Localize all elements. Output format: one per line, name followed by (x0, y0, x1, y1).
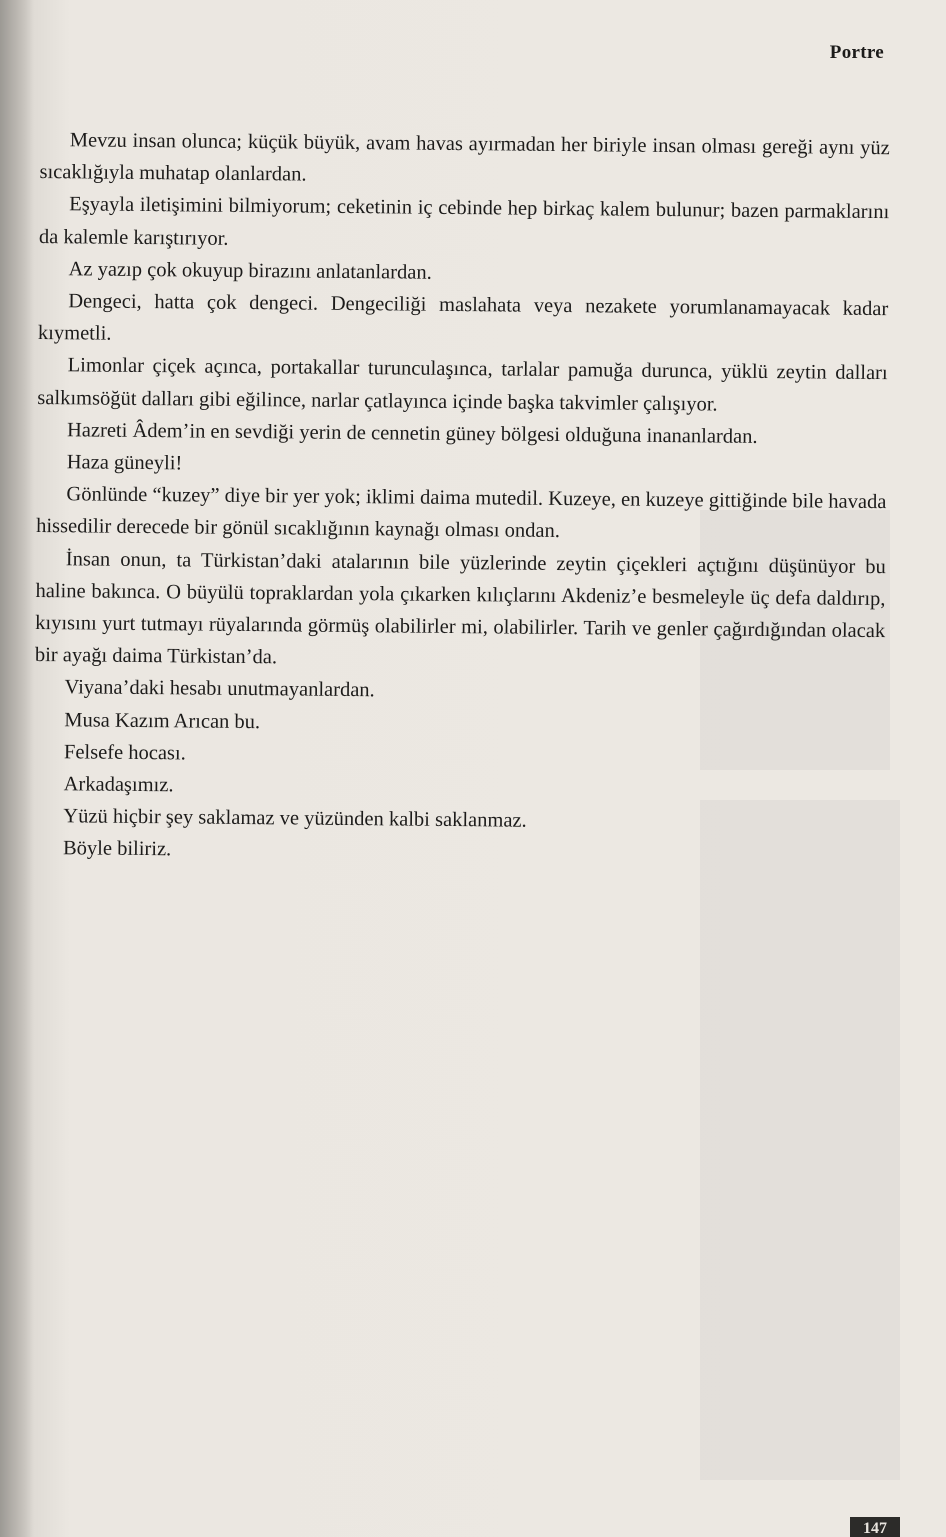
running-head: Portre (829, 42, 884, 63)
page-number: 147 (850, 1517, 900, 1537)
paragraph: Arkadaşımız. (63, 773, 174, 797)
body-text (33, 124, 890, 873)
paragraph: Hazreti Âdem’in en sevdiği yerin de cennetin güney bölgesi olduğuna inananlardan. (66, 419, 758, 448)
paragraph: Dengeci, hatta çok dengeci. Dengeciliği maslahata veya nezakete yorumlanamayacak kadar kıymetli. (37, 290, 889, 345)
paragraph: Felsefe hocası. (63, 741, 186, 765)
paragraph: Viyana’daki hesabı unutmayanlardan. (64, 676, 375, 702)
book-gutter-shadow (0, 0, 34, 1537)
paragraph: Az yazıp çok okuyup birazını anlatanlardan. (68, 258, 432, 284)
paragraph: Limonlar çiçek açınca, portakallar turunculaşınca, tarlalar pamuğa durunca, yüklü zeytin dalları salkımsöğüt dalları gibi eğilince, narlar çatlayınca içinde başka takvimler çalışıyor. (37, 354, 888, 416)
paragraph: Gönlünde “kuzey” diye bir yer yok; iklimi daima mutedil. Kuzeye, en kuzeye gittiğinde bile havada hissedilir derecede bir gönül sıcaklığının kaynağı olması ondan. (36, 483, 887, 543)
paragraph: Yüzü hiçbir şey saklamaz ve yüzünden kalbi saklanmaz. (63, 805, 527, 832)
paragraph: Haza güneyli! (66, 451, 183, 475)
paragraph: İnsan onun, ta Türkistan’daki atalarının bile yüzlerinde zeytin çiçekleri açtığını düşünüyor bu haline bakınca. O büyülü topraklardan yola çıkarken kılıçlarını Akdeniz’e besmeleyle üç defa daldırıp, kıyısını yurt tutmayı rüyalarında görmüş olabilirler mi, olabilirler. Tarih ve genler çağırdığından olacak bir ayağı daima Türkistan’da. (34, 547, 886, 669)
paragraph: Musa Kazım Arıcan bu. (64, 708, 261, 733)
paragraph: Mevzu insan olunca; küçük büyük, avam havas ayırmadan her biriyle insan olması gereği aynı yüz sıcaklığıyla muhatap olanlardan. (39, 129, 890, 186)
paragraph: Böyle biliriz. (62, 837, 172, 861)
show-through-block (700, 800, 900, 1480)
paragraph: Eşyayla iletişimini bilmiyorum; ceketinin iç cebinde hep birkaç kalem bulunur; bazen parmaklarını da kalemle karıştırıyor. (38, 193, 890, 250)
